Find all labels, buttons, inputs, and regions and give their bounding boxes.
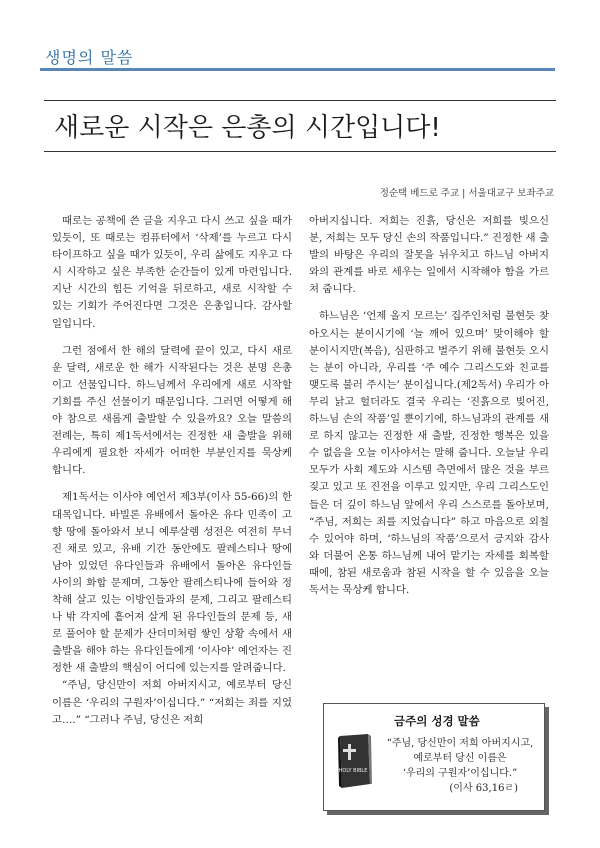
verse-line: ‘우리의 구원자’이십니다.”	[402, 768, 518, 779]
bible-icon	[334, 732, 374, 794]
verse-reference: (이사 63,16ㄹ)	[449, 783, 518, 794]
paragraph: 아버지십니다. 저희는 진흙, 당신은 저희를 빚으신 분, 저희는 모두 당신 손의 작품입니다.” 진정한 새 출발의 바탕은 우리의 잘못을 뉘우치고 하느님 아버지와의 관계를 바로 세우는 일에서 시작해야 함을 가르쳐 줍니다.	[309, 215, 549, 296]
svg-text:HOLY BIBLE: HOLY BIBLE	[338, 768, 368, 774]
body-column-right	[309, 213, 549, 609]
section-label: 생명의 말씀	[45, 48, 134, 67]
title-box	[44, 100, 556, 152]
article-title: 새로운 시작은 은총의 시간입니다!	[54, 113, 441, 143]
paragraph: “주님, 당신만이 저희 아버지시고, 예로부터 당신 이름은 ‘우리의 구원자’이십니다.” “저희는 죄를 지었고….” “그러나 주님, 당신은 저희	[52, 679, 292, 726]
author-line: 정순택 베드로 주교 | 서울대교구 보좌주교	[379, 188, 554, 199]
verse-line: 예로부터 당신 이름은	[413, 753, 507, 764]
header-rule	[40, 68, 555, 71]
paragraph: 그런 점에서 한 해의 달력에 끝이 있고, 다시 새로운 달력, 새로운 한 해가 시작된다는 것은 분명 은총이고 선물입니다. 하느님께서 우리에게 새로 시작할 기회를 주신 선물이기 때문입니다. 그러면 어떻게 해야 참으로 새롭게 출발할 수 있을까요? 오늘 말씀의 전례는, 특히 제1독서에서는 진정한 새 출발을 위해 우리에게 필요한 자세가 어떠한 부분인지를 묵상케 합니다.	[52, 344, 292, 477]
verse-box	[323, 703, 545, 811]
verse-box-title: 금주의 성경 말씀	[394, 714, 480, 728]
body-column-left	[52, 213, 292, 739]
paragraph: 제1독서는 이사야 예언서 제3부(이사 55-66)의 한 대목입니다. 바빌론 유배에서 돌아온 유다 민족이 고향 땅에 돌아와서 보니 예루살렘 성전은 여전히 무너진 채로 있고, 유배 기간 동안에도 팔레스티나 땅에 남아 있었던 유다인들과 유배에서 돌아온 유다인들 사이의 화합 문제며, 그동안 팔레스티나에 들어와 정착해 살고 있는 이방인들과의 문제, 그리고 팔레스티나 밖 각지에 흩어져 살게 된 유다인들의 문제 등, 새로 풀어야 할 문제가 산더미처럼 쌓인 상황 속에서 새 출발을 해야 하는 유다인들에게 ‘이사야’ 예언자는 진정한 새 출발의 핵심이 어디에 있는지를 알려줍니다.	[52, 491, 292, 675]
verse-text	[380, 736, 540, 796]
paragraph: 하느님은 ‘언제 올지 모르는’ 집주인처럼 불현듯 찾아오시는 분이시기에 ‘늘 깨어 있으며’ 맞이해야 할 분이시지만(복음), 심판하고 벌주기 위해 불현듯 오시는 분이 아니라, 우리를 ‘주 예수 그리스도와 친교를 맺도록 불러 주시는’ 분이십니다.(제2독서) 우리가 아무리 낡고 헐더라도 결국 우리는 ‘진흙으로 빚어진, 하느님 손의 작품’일 뿐이기에, 하느님과의 관계를 새로 하지 않고는 진정한 새 출발, 진정한 행복은 있을 수 없음을 오늘 이사야서는 말해 줍니다. 오늘날 우리 모두가 사회 제도와 시스템 측면에서 많은 것을 부르짖고 있고 또 진전을 이루고 있지만, 우리 그리스도인들은 더 깊이 하느님 앞에서 우리 스스로를 돌아보며, “주님, 저희는 죄를 지었습니다” 하고 마음으로 외칠 수 있어야 하며, ‘하느님의 작품’으로서 긍지와 감사와 더불어 온통 하느님께 내어 맡기는 자세를 회복할 때에, 참된 새로움과 참된 시작을 할 수 있음을 오늘 독서는 묵상케 합니다.	[309, 310, 549, 596]
paragraph: 때로는 공책에 쓴 글을 지우고 다시 쓰고 싶을 때가 있듯이, 또 때로는 컴퓨터에서 ‘삭제’를 누르고 다시 타이프하고 싶을 때가 있듯이, 우리 삶에도 지우고 다시 시작하고 싶은 부족한 순간들이 있게 마련입니다. 지난 시간의 힘든 기억을 뒤로하고, 새로 시작할 수 있는 기회가 주어진다면 그것은 은총입니다. 감사할 일입니다.	[52, 215, 292, 330]
verse-line: “주님, 당신만이 저희 아버지시고,	[386, 738, 534, 749]
